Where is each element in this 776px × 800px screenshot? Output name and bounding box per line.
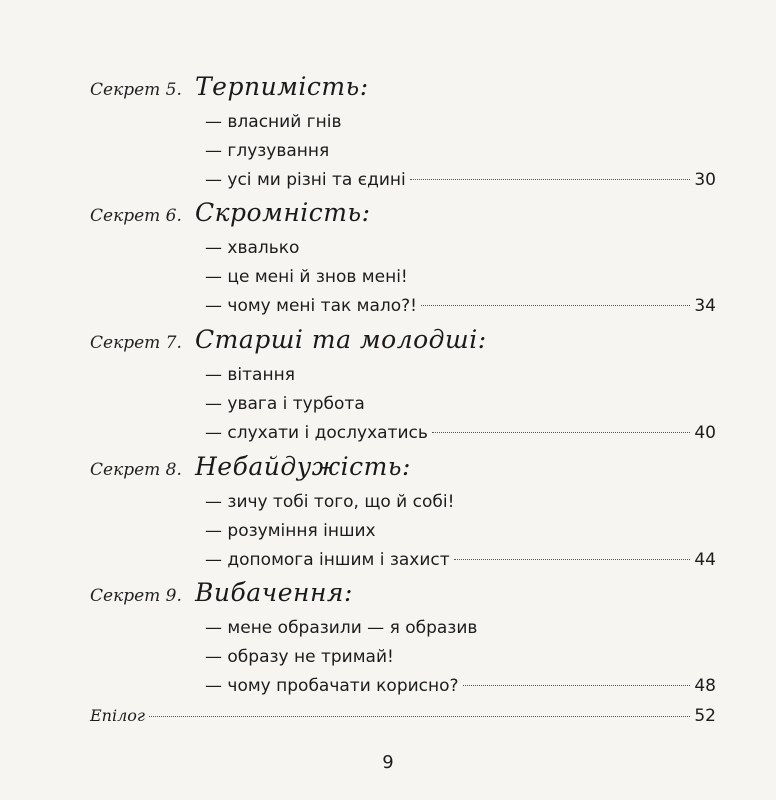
toc-item-text: — усі ми різні та єдині (205, 170, 406, 190)
toc-item: — власний гнів (205, 112, 342, 132)
page-number: 48 (694, 676, 716, 696)
toc-item: — це мені й знов мені! (205, 267, 408, 287)
toc-section-7 (90, 325, 716, 448)
toc-item: — розуміння інших (205, 521, 376, 541)
dot-leader (454, 559, 691, 560)
toc-item-with-page (205, 672, 716, 701)
toc-item-text: — допомога іншим і захист (205, 550, 450, 570)
section-label: Секрет 5. (90, 80, 182, 100)
section-label: Секрет 9. (90, 586, 182, 606)
section-header (90, 325, 716, 361)
toc-section-6 (90, 198, 716, 321)
page-number: 30 (694, 170, 716, 190)
dot-leader (463, 685, 691, 686)
dot-leader (421, 305, 690, 306)
toc-item-text: — чому пробачати корисно? (205, 676, 459, 696)
dot-leader (432, 432, 691, 433)
section-title: Вибачення: (195, 578, 353, 607)
dot-leader (149, 716, 690, 717)
toc-item-with-page (205, 166, 716, 195)
toc-item-with-page (205, 292, 716, 321)
toc-item-with-page (205, 546, 716, 575)
page-number: 40 (694, 423, 716, 443)
section-label: Секрет 6. (90, 206, 182, 226)
section-title: Старші та молодші: (195, 325, 487, 354)
section-header (90, 198, 716, 234)
toc-item: — увага і турбота (205, 394, 365, 414)
toc-section-8 (90, 452, 716, 575)
section-label: Секрет 7. (90, 333, 182, 353)
section-header (90, 578, 716, 614)
toc-item-with-page (205, 419, 716, 448)
toc-item: — вітання (205, 365, 295, 385)
toc-item: — образу не тримай! (205, 647, 394, 667)
section-title: Небайдужість: (195, 452, 411, 481)
dot-leader (410, 179, 691, 180)
page-number: 34 (694, 296, 716, 316)
page-number: 52 (694, 706, 716, 726)
toc-item: — хвалько (205, 238, 300, 258)
toc-item: — мене образили — я образив (205, 618, 478, 638)
toc-epilog (90, 706, 716, 726)
toc-item: — глузування (205, 141, 330, 161)
page-number: 44 (694, 550, 716, 570)
toc-item-text: — чому мені так мало?! (205, 296, 418, 316)
section-title: Скромність: (195, 198, 371, 227)
section-header (90, 72, 716, 108)
toc-item-text: — слухати і дослухатись (205, 423, 428, 443)
toc-item: — зичу тобі того, що й собі! (205, 492, 455, 512)
epilog-label: Епілог (90, 706, 146, 725)
folio-page-number: 9 (382, 752, 394, 773)
section-title: Терпимість: (195, 72, 369, 101)
toc-section-9 (90, 578, 716, 701)
section-header (90, 452, 716, 488)
section-label: Секрет 8. (90, 460, 182, 480)
toc-section-5 (90, 72, 716, 195)
